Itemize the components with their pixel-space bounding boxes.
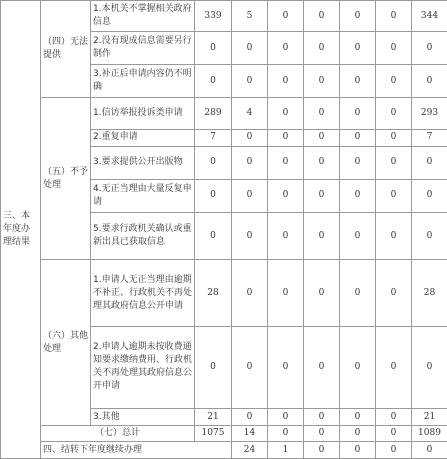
row-item: 3.其他 bbox=[91, 409, 195, 426]
row-item: 4.无正当理由大量反复申请 bbox=[91, 179, 195, 212]
cell-value: 0 bbox=[376, 1, 412, 32]
row-item: 1.本机关不掌握相关政府信息 bbox=[91, 1, 195, 32]
group-label-not-processed: （五）不予处理 bbox=[41, 98, 91, 260]
cell-value: 5 bbox=[232, 1, 268, 32]
cell-value: 0 bbox=[195, 146, 232, 179]
cell-value: 0 bbox=[268, 130, 304, 147]
cell-value: 1075 bbox=[195, 425, 232, 442]
cell-value: 0 bbox=[268, 260, 304, 326]
cell-value: 0 bbox=[232, 130, 268, 147]
cell-value: 0 bbox=[340, 409, 376, 426]
table-row bbox=[1, 260, 447, 326]
cell-value: 0 bbox=[304, 32, 340, 65]
cell-value: 0 bbox=[376, 409, 412, 426]
cell-value: 0 bbox=[232, 212, 268, 260]
cell-value: 0 bbox=[376, 260, 412, 326]
cell-value: 0 bbox=[412, 212, 447, 260]
cell-value: 339 bbox=[195, 1, 232, 32]
cell-value: 0 bbox=[412, 65, 447, 98]
cell-value: 14 bbox=[232, 425, 268, 442]
group-label-unable: （四）无法提供 bbox=[41, 1, 91, 98]
cell-value: 0 bbox=[340, 425, 376, 442]
cell-value: 0 bbox=[376, 425, 412, 442]
cell-value: 0 bbox=[268, 1, 304, 32]
cell-value: 1 bbox=[268, 442, 304, 459]
cell-value: 0 bbox=[304, 409, 340, 426]
cell-value: 0 bbox=[412, 442, 447, 459]
cell-value: 7 bbox=[412, 130, 447, 147]
cell-value: 0 bbox=[340, 130, 376, 147]
cell-value: 21 bbox=[195, 409, 232, 426]
cell-value: 0 bbox=[340, 212, 376, 260]
cell-value: 0 bbox=[376, 146, 412, 179]
table-row bbox=[1, 1, 447, 32]
cell-value: 28 bbox=[412, 260, 447, 326]
cell-value: 0 bbox=[232, 146, 268, 179]
cell-value: 24 bbox=[232, 442, 268, 459]
cell-value: 293 bbox=[412, 98, 447, 130]
cell-value: 0 bbox=[340, 442, 376, 459]
cell-value: 0 bbox=[376, 179, 412, 212]
row-item: 2.申请人逾期未按收费通知要求缴纳费用、行政机关不再处理其政府信息公开申请 bbox=[91, 326, 195, 409]
cell-value: 0 bbox=[232, 32, 268, 65]
cell-value: 0 bbox=[195, 65, 232, 98]
cell-value: 0 bbox=[195, 212, 232, 260]
cell-value: 0 bbox=[304, 212, 340, 260]
cell-value: 0 bbox=[232, 65, 268, 98]
row-item: 5.要求行政机关确认或重新出具已获取信息 bbox=[91, 212, 195, 260]
cell-value: 0 bbox=[340, 326, 376, 409]
cell-value: 7 bbox=[195, 130, 232, 147]
cell-value: 0 bbox=[376, 32, 412, 65]
cell-value: 0 bbox=[304, 98, 340, 130]
cell-value: 0 bbox=[412, 146, 447, 179]
cell-value: 0 bbox=[340, 179, 376, 212]
cell-value: 344 bbox=[412, 1, 447, 32]
cell-value: 0 bbox=[232, 326, 268, 409]
cell-value: 0 bbox=[340, 32, 376, 65]
cell-value: 289 bbox=[195, 98, 232, 130]
cell-value: 0 bbox=[268, 212, 304, 260]
cell-value: 0 bbox=[340, 65, 376, 98]
cell-value: 0 bbox=[304, 326, 340, 409]
cell-value: 0 bbox=[340, 146, 376, 179]
group-label-other: （六）其他处理 bbox=[41, 260, 91, 425]
cell-value: 0 bbox=[268, 98, 304, 130]
cell-value: 0 bbox=[340, 1, 376, 32]
cell-value: 0 bbox=[268, 146, 304, 179]
cell-value: 0 bbox=[304, 1, 340, 32]
cell-value: 0 bbox=[340, 260, 376, 326]
cell-value: 0 bbox=[304, 65, 340, 98]
table-row-carry bbox=[1, 442, 447, 459]
cell-value: 0 bbox=[268, 326, 304, 409]
cell-value: 0 bbox=[232, 260, 268, 326]
cell-value: 0 bbox=[195, 179, 232, 212]
cell-value: 0 bbox=[304, 260, 340, 326]
cell-value: 0 bbox=[376, 130, 412, 147]
row-item: 2.没有现成信息需要另行制作 bbox=[91, 32, 195, 65]
cell-value: 0 bbox=[268, 179, 304, 212]
cell-value: 0 bbox=[412, 32, 447, 65]
cell-value: 0 bbox=[304, 179, 340, 212]
total-label: （七）总计 bbox=[41, 425, 195, 442]
cell-value: 0 bbox=[268, 32, 304, 65]
cell-value: 0 bbox=[232, 179, 268, 212]
carry-label: 四、结转下年度继续办理 bbox=[41, 442, 232, 459]
cell-value: 0 bbox=[304, 442, 340, 459]
cell-value: 0 bbox=[376, 98, 412, 130]
cell-value: 0 bbox=[232, 409, 268, 426]
cell-value: 0 bbox=[340, 98, 376, 130]
row-item: 2.重复申请 bbox=[91, 130, 195, 147]
cell-value: 1089 bbox=[412, 425, 447, 442]
cell-value: 0 bbox=[304, 146, 340, 179]
cell-value: 0 bbox=[376, 212, 412, 260]
cell-value: 0 bbox=[268, 425, 304, 442]
cell-value: 0 bbox=[376, 326, 412, 409]
cell-value: 0 bbox=[412, 326, 447, 409]
row-item: 1.信访举报投诉类申请 bbox=[91, 98, 195, 130]
cell-value: 28 bbox=[195, 260, 232, 326]
row-item: 1.申请人无正当理由逾期不补正、行政机关不再处理其政府信息公开申请 bbox=[91, 260, 195, 326]
cell-value: 4 bbox=[232, 98, 268, 130]
cell-value: 0 bbox=[304, 425, 340, 442]
table-row-total bbox=[1, 425, 447, 442]
section-label: 三、本年度办理结果 bbox=[1, 1, 41, 459]
table-row bbox=[1, 98, 447, 130]
row-item: 3.要求提供公开出版物 bbox=[91, 146, 195, 179]
cell-value: 0 bbox=[268, 65, 304, 98]
cell-value: 21 bbox=[412, 409, 447, 426]
cell-value: 0 bbox=[304, 130, 340, 147]
cell-value: 0 bbox=[268, 409, 304, 426]
cell-value: 0 bbox=[376, 442, 412, 459]
cell-value: 0 bbox=[412, 179, 447, 212]
cell-value: 0 bbox=[195, 32, 232, 65]
cell-value: 0 bbox=[195, 326, 232, 409]
row-item: 3.补正后申请内容仍不明确 bbox=[91, 65, 195, 98]
cell-value: 0 bbox=[376, 65, 412, 98]
